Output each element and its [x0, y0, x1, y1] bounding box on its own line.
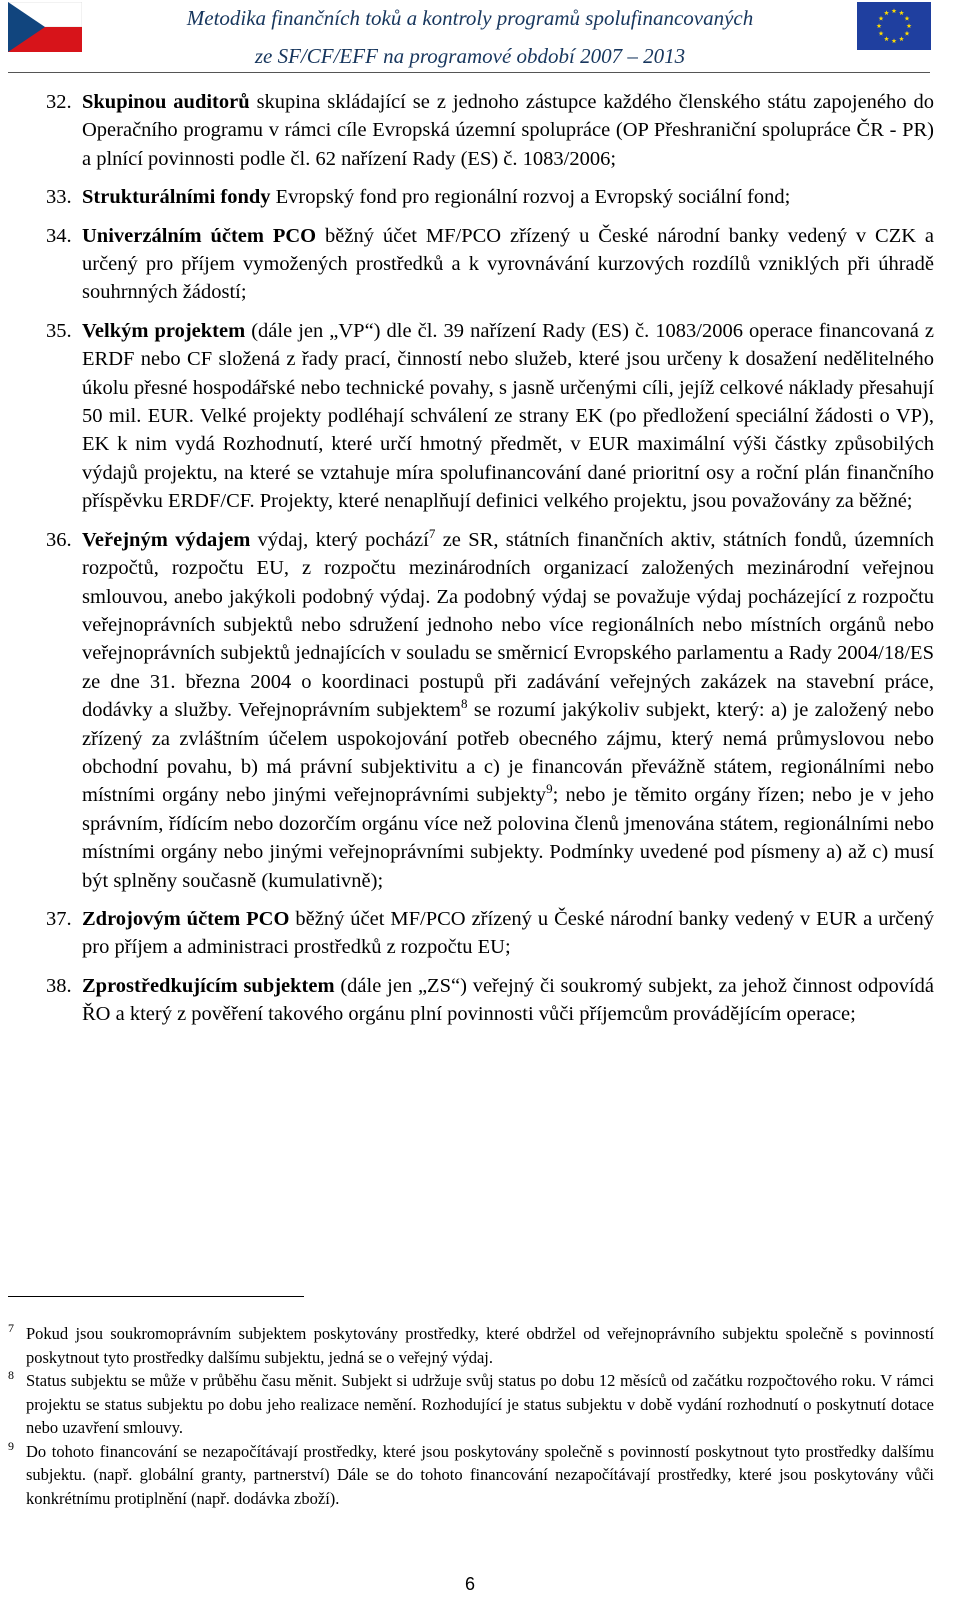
definition-text: (dále jen „VP“) dle čl. 39 nařízení Rady (ES) č. 1083/2006 operace financovaná z ERDF nebo CF složená z řady prací, činností nebo služeb, které jsou určeny k dosažení nedělitelného úkolu přesné hospodářské nebo technické povahy, s jasně určenými cíli, jejíž celkové náklady přesahují 50 mil. EUR. Velké projekty podléhají schválení ze strany EK (po předložení speciální žádosti o VP), EK k nim vydá Rozhodnutí, které určí hmotný předmět, v EUR maximální výši částky způsobilých výdajů projektu, na které se vztahuje míra spolufinancování dané prioritní osy a roční plán finančního příspěvku ERDF/CF. Projekty, které nenaplňují definici velkého projektu, jsou považovány za běžné; — [82, 319, 935, 513]
definition-text: běžný účet MF/PCO zřízený u České národní banky vedený v EUR a určený pro příjem a administraci prostředků z rozpočtu EU; — [82, 907, 934, 959]
definition-item-38 — [46, 972, 934, 1029]
footnote-number: 8 — [8, 1368, 14, 1382]
definition-item-32 — [46, 88, 934, 173]
eu-flag-icon — [857, 2, 931, 50]
footnote-separator — [8, 1296, 304, 1297]
definition-item-34 — [46, 222, 934, 307]
footnote-number: 9 — [8, 1438, 14, 1453]
footnote-reference[interactable]: 8 — [460, 696, 468, 712]
footnote-text: Status subjektu se může v průběhu času měnit. Subjekt si udržuje svůj status po dobu 12 měsíců od začátku rozpočtového roku. V rámci projektu se status subjektu po dobu jeho realizace nemění. Rozhodující je status subjektu v době vydání rozhodnutí o poskytnutí dotace nebo uzavření smlouvy. — [26, 1371, 934, 1437]
definition-text: (dále jen „ZS“) veřejný či soukromý subjekt, za jehož činnost odpovídá ŘO a který z pověření takového orgánu plní povinnosti vůči příjemcům provádějícím operace; — [82, 974, 934, 1026]
item-number: 38. — [46, 974, 72, 997]
definition-text: se rozumí jakýkoliv subjekt, který: a) je založený nebo zřízený za zvláštním účelem uspokojování potřeb obecného zájmu, který nemá průmyslovou nebo obchodní povahu, b) má právní subjektivitu a c) je financován převážně státem, regionálními nebo místními orgány nebo jinými veřejnoprávními subjekty — [82, 699, 934, 807]
czech-flag-icon — [8, 2, 82, 52]
definition-item-36 — [46, 526, 934, 895]
definition-text: Evropský fond pro regionální rozvoj a Evropský sociální fond; — [270, 186, 791, 209]
definition-text: ; nebo je těmito orgány řízen; nebo je v jeho správním, řídícím nebo dozorčím orgánu více než polovina členů jmenována státem, regionálními nebo místními orgány nebo jinými veřejnoprávními subjekty. Podmínky uvedené pod písmeny a) až c) musí být splněny současně (kumulativně); — [82, 784, 934, 892]
definition-term: Velkým projektem — [82, 319, 246, 342]
header-divider — [8, 72, 930, 73]
definition-text: běžný účet MF/PCO zřízený u České národní banky vedený v CZK a určený pro příjem vymožených prostředků a k vyrovnávání kurzových rozdílů vzniklých při úhradě souhrnných žádostí; — [82, 224, 935, 304]
header-title-line2: ze SF/CF/EFF na programové období 2007 – 2013 — [254, 44, 686, 68]
footnote-8 — [8, 1369, 934, 1440]
item-number: 37. — [46, 907, 72, 930]
item-number: 32. — [46, 91, 72, 113]
footnote-number: 7 — [8, 1321, 14, 1335]
page-number: 6 — [464, 1574, 475, 1594]
definition-text: výdaj, který pochází — [250, 528, 429, 551]
item-number: 34. — [46, 224, 72, 247]
definition-term: Zdrojovým účtem PCO — [82, 907, 290, 930]
footnote-7 — [8, 1322, 934, 1369]
header-title-line1: Metodika finančních toků a kontroly programů spolufinancovaných — [186, 6, 754, 30]
footnote-reference[interactable]: 9 — [546, 781, 553, 797]
page-header — [0, 0, 960, 76]
definitions-list — [46, 88, 934, 1039]
footnote-9 — [8, 1440, 934, 1511]
definition-item-33 — [46, 183, 934, 211]
definition-term: Skupinou auditorů — [82, 91, 250, 113]
footnotes — [8, 1322, 934, 1510]
definition-item-37 — [46, 905, 934, 962]
footnote-text: Pokud jsou soukromoprávním subjektem poskytovány prostředky, které obdržel od veřejnoprávního subjektu společně s povinností poskytnout tyto prostředky dalšímu subjektu, jedná se o veřejný výdaj. — [26, 1324, 934, 1367]
item-number: 36. — [46, 528, 72, 551]
definition-text: ze SR, státních finančních aktiv, státních fondů, územních rozpočtů, rozpočtu EU, z rozpočtu mezinárodních organizací založených mezinárodní veřejnou smlouvou, anebo jakýkoli podobný výdaj. Za podobný výdaj se považuje výdaj pocházející z rozpočtu veřejnoprávních subjektů nebo sdružení jednoho nebo více regionálních nebo místních orgánů nebo veřejnoprávních subjektů jednajících v souladu se směrnicí Evropského parlamentu a Rady 2004/18/ES ze dne 31. března 2004 o koordinaci postupů při zadávání veřejných zakázek na stavební práce, dodávky a služby. Veřejnoprávním subjektem — [82, 528, 934, 722]
footnote-reference[interactable]: 7 — [428, 525, 436, 541]
definition-term: Strukturálními fondy — [82, 186, 271, 209]
item-number: 33. — [46, 186, 72, 209]
definition-term: Veřejným výdajem — [82, 528, 251, 551]
footnote-text: Do tohoto financování se nezapočítávají prostředky, které jsou poskytovány společně s povinností poskytnout tyto prostředky dalšímu subjektu. (např. globální granty, partnerství) Dále se do tohoto financování nezapočítávají prostředky, které jsou poskytovány vůči konkrétnímu protiplnění (např. dodávka zboží). — [26, 1441, 934, 1508]
definition-text: skupina skládající se z jednoho zástupce každého členského státu zapojeného do Operačního programu v rámci cíle Evropská územní spolupráce (OP Přeshraniční spolupráce ČR - PR) a plnící povinnosti podle čl. 62 nařízení Rady (ES) č. 1083/2006; — [82, 91, 934, 170]
item-number: 35. — [46, 319, 72, 342]
definition-item-35 — [46, 317, 934, 516]
definition-term: Univerzálním účtem PCO — [82, 224, 317, 247]
definition-term: Zprostředkujícím subjektem — [82, 974, 335, 997]
